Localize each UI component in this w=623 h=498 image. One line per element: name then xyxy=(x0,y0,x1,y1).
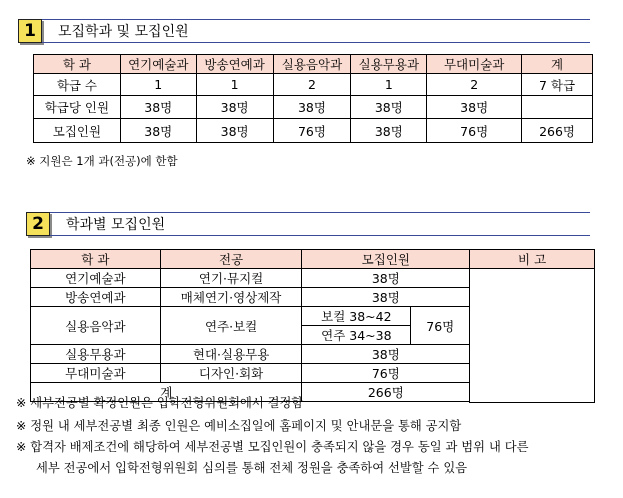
s1-header-cell: 계 xyxy=(522,55,593,74)
s1-header-cell: 학 과 xyxy=(34,55,121,74)
s2-total-label: 계 xyxy=(31,383,302,402)
s1-header-cell: 연기예술과 xyxy=(120,55,196,74)
s2-remark-cell xyxy=(470,269,595,403)
s2-sub-cell: 연주 34~38 xyxy=(302,326,411,345)
s2-major-cell: 매체연기·영상제작 xyxy=(160,288,302,307)
section2-note-1: ※ 세부전공별 확정인원은 입학전형위원회에서 결정함 xyxy=(16,396,304,410)
s2-count-cell: 38명 xyxy=(302,269,470,288)
section2-number-badge: 2 xyxy=(26,212,50,236)
s1-cell: 2 xyxy=(273,74,351,96)
s1-cell: 38명 xyxy=(196,119,273,143)
s1-header-cell: 실용음악과 xyxy=(273,55,351,74)
section2-note-2: ※ 정원 내 세부전공별 최종 인원은 예비소집일에 홈페이지 및 안내문을 통해 공지함 xyxy=(16,419,462,433)
s1-cell: 학급당 인원 xyxy=(34,96,121,119)
section1-header-row xyxy=(34,55,593,74)
s2-major-cell: 연기·뮤지컬 xyxy=(160,269,302,288)
section1-rule xyxy=(42,19,590,20)
section2-title: 학과별 모집인원 xyxy=(66,217,166,233)
s2-dept-cell: 실용음악과 xyxy=(31,307,161,345)
s1-cell: 38명 xyxy=(427,96,522,119)
s2-count-cell: 38명 xyxy=(302,288,470,307)
s1-cell: 7 학급 xyxy=(522,74,593,96)
s2-major-cell: 디자인·회화 xyxy=(160,364,302,383)
s1-cell: 38명 xyxy=(196,96,273,119)
s1-header-cell: 무대미술과 xyxy=(427,55,522,74)
s1-cell: 1 xyxy=(351,74,427,96)
s2-dept-cell: 방송연예과 xyxy=(31,288,161,307)
s1-cell: 76명 xyxy=(427,119,522,143)
s1-cell: 38명 xyxy=(120,119,196,143)
table-row xyxy=(34,74,593,96)
section2-header-row xyxy=(31,250,595,269)
s1-cell: 1 xyxy=(196,74,273,96)
s2-sub-cell: 보컬 38~42 xyxy=(302,307,411,326)
s2-header-count: 모집인원 xyxy=(302,250,470,269)
s2-count-cell: 38명 xyxy=(302,345,470,364)
s1-cell: 학급 수 xyxy=(34,74,121,96)
s1-cell: 2 xyxy=(427,74,522,96)
s1-cell: 38명 xyxy=(351,96,427,119)
table-row xyxy=(34,96,593,119)
section2-heading xyxy=(26,212,165,236)
s2-major-cell: 연주·보컬 xyxy=(160,307,302,345)
section2-note-3: ※ 합격자 배제조건에 해당하여 세부전공별 모집인원이 충족되지 않을 경우 동일 과 범위 내 다른 xyxy=(16,440,529,454)
section1-note: ※ 지원은 1개 과(전공)에 한함 xyxy=(26,154,178,168)
s2-header-major: 전공 xyxy=(160,250,302,269)
s2-total-count: 266명 xyxy=(302,383,470,402)
s1-cell: 76명 xyxy=(273,119,351,143)
s1-cell: 266명 xyxy=(522,119,593,143)
section2-rule-bottom xyxy=(50,235,590,236)
s1-cell: 38명 xyxy=(273,96,351,119)
section2-note-4: 세부 전공에서 입학전형위원회 심의를 통해 전체 정원을 충족하여 선발할 수 있음 xyxy=(36,461,468,475)
s1-cell xyxy=(522,96,593,119)
s1-header-cell: 실용무용과 xyxy=(351,55,427,74)
s2-header-remark: 비 고 xyxy=(470,250,595,269)
table-row xyxy=(31,269,595,288)
section1-heading xyxy=(18,19,189,43)
s2-dept-cell: 무대미술과 xyxy=(31,364,161,383)
s2-count-cell: 76명 xyxy=(302,364,470,383)
section1-rule-bottom xyxy=(42,42,590,43)
s1-cell: 모집인원 xyxy=(34,119,121,143)
s1-cell: 38명 xyxy=(120,96,196,119)
s2-header-dept: 학 과 xyxy=(31,250,161,269)
s2-dept-cell: 연기예술과 xyxy=(31,269,161,288)
s2-count-cell: 76명 xyxy=(411,307,470,345)
section1-title: 모집학과 및 모집인원 xyxy=(58,24,189,40)
section1-table xyxy=(33,54,593,143)
table-row xyxy=(34,119,593,143)
section1-number-badge: 1 xyxy=(18,19,42,43)
s1-cell: 1 xyxy=(120,74,196,96)
section2-table xyxy=(30,249,595,403)
s1-header-cell: 방송연예과 xyxy=(196,55,273,74)
section2-rule xyxy=(50,212,590,213)
s2-dept-cell: 실용무용과 xyxy=(31,345,161,364)
s2-major-cell: 현대·실용무용 xyxy=(160,345,302,364)
s1-cell: 38명 xyxy=(351,119,427,143)
